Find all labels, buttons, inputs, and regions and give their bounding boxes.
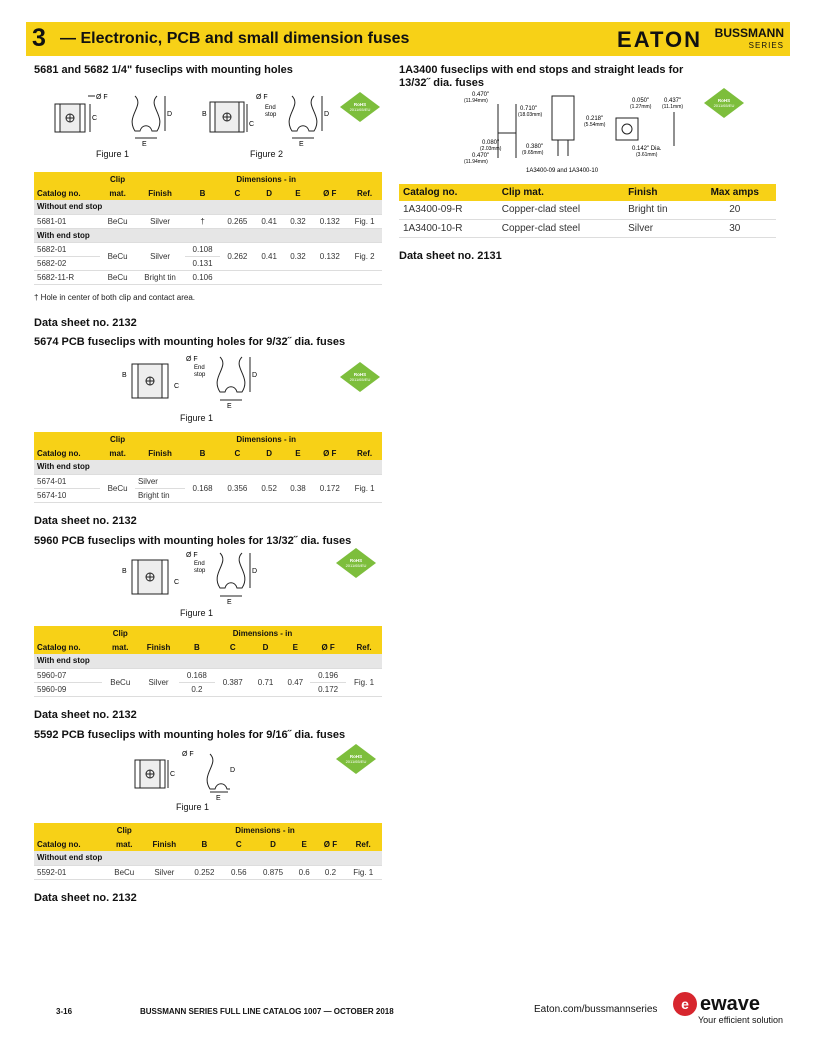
s1-h-d: D <box>255 186 284 200</box>
s5-diagram <box>460 88 700 178</box>
s3-c: C <box>174 579 180 586</box>
s3-stop: stop <box>194 568 206 574</box>
section-number: 3 <box>32 24 46 52</box>
s2-end: End <box>194 365 205 371</box>
s5-datasheet: Data sheet no. 2131 <box>399 250 502 262</box>
rohs-s1-l2: 2011/65/EU <box>349 107 371 112</box>
rohs-s5-l2: 2011/65/EU <box>713 103 735 108</box>
s1-fig1-caption: Figure 1 <box>96 149 130 159</box>
table-row: 1A3400-09-R Copper-clad steel Bright tin 20 <box>399 201 776 219</box>
rohs-badge-s5 <box>704 88 744 118</box>
s4-grp: Without end stop <box>34 851 382 865</box>
svg-text:0.380": 0.380" <box>526 144 544 150</box>
s5-h-maxamps: Max amps <box>694 184 776 201</box>
rohs-s3-l2: 2011/65/EU <box>345 563 367 568</box>
s3-clip-hdr: Clip <box>102 626 138 640</box>
s1-fig2-stop: stop <box>265 112 277 118</box>
s1-title: 5681 and 5682 1/4" fuseclips with mounting holes <box>34 64 293 76</box>
s1-fig1-phif: Ø F <box>96 94 108 101</box>
s3-end: End <box>194 561 205 567</box>
rohs-badge-s4 <box>336 744 376 774</box>
s5-title-l2: 13/32˝ dia. fuses <box>399 77 484 89</box>
ewave-wordmark: ewave <box>700 993 761 1015</box>
s2-diagram <box>120 352 280 412</box>
rohs-badge-s3 <box>336 548 376 578</box>
s2-clip-hdr: Clip <box>100 432 135 446</box>
s2-title: 5674 PCB fuseclips with mounting holes for 9/32˝ dia. fuses <box>34 336 346 348</box>
s3-table: Clip Dimensions - in Catalog no. mat. Finish B C D E Ø F Ref. With end stop 5960-07 BeCu Silver 0.168 0.387 0.71 0.47 0.196 Fig. 1 5960-09 0.2 0.172 <box>34 626 382 697</box>
rohs-s4-l1: RoHS <box>349 754 363 759</box>
svg-text:0.080": 0.080" <box>482 140 500 146</box>
svg-text:e: e <box>681 996 689 1012</box>
s1-datasheet: Data sheet no. 2132 <box>34 317 137 329</box>
rohs-s1-l1: RoHS <box>353 102 367 107</box>
page-number: 3-16 <box>56 1007 73 1016</box>
bussmann-series: SERIES <box>748 41 784 50</box>
s2-table: Clip Dimensions - in Catalog no. mat. Finish B C D E Ø F Ref. With end stop 5674-01 BeCu Silver 0.168 0.356 0.52 0.38 0.172 Fig. 1 5674-10 Bright tin <box>34 432 382 503</box>
svg-text:(9.65mm): (9.65mm) <box>522 150 544 156</box>
rohs-badge-s2 <box>340 362 380 392</box>
s3-dims-hdr: Dimensions - in <box>179 626 346 640</box>
s1-fig2-end: End <box>265 105 276 111</box>
table-row: 5682-11-R BeCu Bright tin 0.106 <box>34 270 382 284</box>
s4-dims-hdr: Dimensions - in <box>186 823 345 837</box>
bussmann-brand: BUSSMANN <box>714 26 784 40</box>
s3-diagram <box>120 548 280 608</box>
s2-b: B <box>122 372 127 379</box>
table-row: 5681-01 BeCu Silver † 0.265 0.41 0.32 0.132 Fig. 1 <box>34 214 382 228</box>
s1-fig2-c: C <box>249 121 255 128</box>
rohs-s2-l1: RoHS <box>353 372 367 377</box>
table-row: 5674-01 BeCu Silver 0.168 0.356 0.52 0.38 0.172 Fig. 1 <box>34 474 382 488</box>
rohs-s5-l1: RoHS <box>717 98 731 103</box>
s1-h-f: Ø F <box>312 186 347 200</box>
s2-c: C <box>174 383 180 390</box>
s3-b: B <box>122 568 127 575</box>
s5-h-catalog: Catalog no. <box>399 184 498 201</box>
svg-text:0.142" Dia.: 0.142" Dia. <box>632 146 662 152</box>
s2-datasheet: Data sheet no. 2132 <box>34 515 137 527</box>
s3-d: D <box>252 568 258 575</box>
section-title: — Electronic, PCB and small dimension fuses <box>60 30 410 47</box>
s5-h-finish: Finish <box>624 184 693 201</box>
s1-fig2-d: D <box>324 111 330 118</box>
s2-d: D <box>252 372 258 379</box>
s3-datasheet: Data sheet no. 2132 <box>34 709 137 721</box>
s4-title: 5592 PCB fuseclips with mounting holes for 9/16˝ dia. fuses <box>34 729 346 741</box>
s4-phif: Ø F <box>182 751 194 758</box>
s3-e: E <box>227 599 232 606</box>
s1-fig2-e: E <box>299 141 304 148</box>
s2-e: E <box>227 403 232 410</box>
table-row: 5682-02 0.131 <box>34 256 382 270</box>
s5-title-l1: 1A3400 fuseclips with end stops and straight leads for <box>399 64 684 76</box>
s4-datasheet: Data sheet no. 2132 <box>34 892 137 904</box>
s1-fig1-c: C <box>92 115 98 122</box>
s1-fig2-caption: Figure 2 <box>250 149 284 159</box>
s1-fig1-d: D <box>167 111 173 118</box>
s1-clip-hdr: Clip <box>100 172 135 186</box>
s1-grp2: With end stop <box>34 228 382 242</box>
s4-c: C <box>170 771 176 778</box>
s1-h-catalog: Catalog no. <box>34 186 100 200</box>
s2-phif: Ø F <box>186 356 198 363</box>
s4-fig1-caption: Figure 1 <box>176 802 210 812</box>
s5-table <box>399 184 776 238</box>
s4-clip-hdr: Clip <box>105 823 143 837</box>
footer-url[interactable]: Eaton.com/bussmannseries <box>534 1004 658 1015</box>
s3-title: 5960 PCB fuseclips with mounting holes for 13/32˝ dia. fuses <box>34 535 352 547</box>
eaton-logo: EATON <box>617 27 702 52</box>
svg-text:(18.03mm): (18.03mm) <box>518 112 543 118</box>
s2-fig1-caption: Figure 1 <box>180 413 214 423</box>
s2-grp: With end stop <box>34 460 382 474</box>
s1-fig1-e: E <box>142 141 147 148</box>
rohs-s2-l2: 2011/65/EU <box>349 377 371 382</box>
table-row: 5960-09 0.2 0.172 <box>34 682 382 696</box>
ewave-logo <box>670 990 800 1026</box>
svg-text:(1.27mm): (1.27mm) <box>630 104 652 110</box>
s3-fig1-caption: Figure 1 <box>180 608 214 618</box>
svg-text:(2.03mm): (2.03mm) <box>480 146 502 152</box>
s1-h-ref: Ref. <box>347 186 382 200</box>
s5-h-clipmat: Clip mat. <box>498 184 624 201</box>
s1-diagram <box>40 86 340 156</box>
s4-diagram <box>130 744 240 804</box>
s2-stop: stop <box>194 372 206 378</box>
s1-fig2-phif: Ø F <box>256 94 268 101</box>
table-row: 1A3400-10-R Copper-clad steel Silver 30 <box>399 219 776 237</box>
table-row: 5960-07 BeCu Silver 0.168 0.387 0.71 0.47 0.196 Fig. 1 <box>34 668 382 682</box>
svg-text:(11.1mm): (11.1mm) <box>662 104 684 110</box>
svg-text:(3.61mm): (3.61mm) <box>636 152 658 158</box>
s1-h-c: C <box>220 186 255 200</box>
rohs-s4-l2: 2011/65/EU <box>345 759 367 764</box>
table-row: 5592-01 BeCu Silver 0.252 0.56 0.875 0.6 0.2 Fig. 1 <box>34 865 382 879</box>
table-row: 5674-10 Bright tin <box>34 488 382 502</box>
svg-text:0.710": 0.710" <box>520 106 538 112</box>
header-bar <box>26 22 790 56</box>
rohs-s3-l1: RoHS <box>349 558 363 563</box>
s1-h-b: B <box>185 186 220 200</box>
table-row: 5682-01 BeCu Silver 0.108 0.262 0.41 0.32 0.132 Fig. 2 <box>34 242 382 256</box>
s3-phif: Ø F <box>186 552 198 559</box>
svg-text:0.437": 0.437" <box>664 98 682 104</box>
s5-caption: 1A3400-09 and 1A3400-10 <box>526 168 599 174</box>
s1-note: † Hole in center of both clip and contact area. <box>34 293 195 302</box>
s3-grp: With end stop <box>34 654 382 668</box>
svg-text:0.470": 0.470" <box>472 92 490 98</box>
svg-text:0.050": 0.050" <box>632 98 650 104</box>
svg-text:(11.94mm): (11.94mm) <box>464 98 488 104</box>
catalog-line: BUSSMANN SERIES FULL LINE CATALOG 1007 — OCTOBER 2018 <box>140 1007 394 1016</box>
s4-e: E <box>216 795 221 802</box>
s1-table <box>34 172 382 285</box>
s1-h-mat: mat. <box>100 186 135 200</box>
svg-text:0.218": 0.218" <box>586 116 604 122</box>
svg-text:0.470": 0.470" <box>472 153 490 159</box>
s1-grp1: Without end stop <box>34 200 382 214</box>
svg-text:(5.54mm): (5.54mm) <box>584 122 606 128</box>
s1-dims-hdr: Dimensions - in <box>185 172 347 186</box>
s4-table: Clip Dimensions - in Catalog no. mat. Finish B C D E Ø F Ref. Without end stop 5592-01 BeCu Silver 0.252 0.56 0.875 0.6 0.2 Fig. 1 <box>34 823 382 880</box>
s4-d: D <box>230 767 236 774</box>
s1-fig2-b: B <box>202 111 207 118</box>
s1-h-finish: Finish <box>135 186 185 200</box>
rohs-badge-s1 <box>340 92 380 122</box>
ewave-tagline: Your efficient solution <box>698 1015 784 1025</box>
s1-h-e: E <box>284 186 313 200</box>
svg-text:(11.94mm): (11.94mm) <box>464 159 488 165</box>
s2-dims-hdr: Dimensions - in <box>185 432 347 446</box>
